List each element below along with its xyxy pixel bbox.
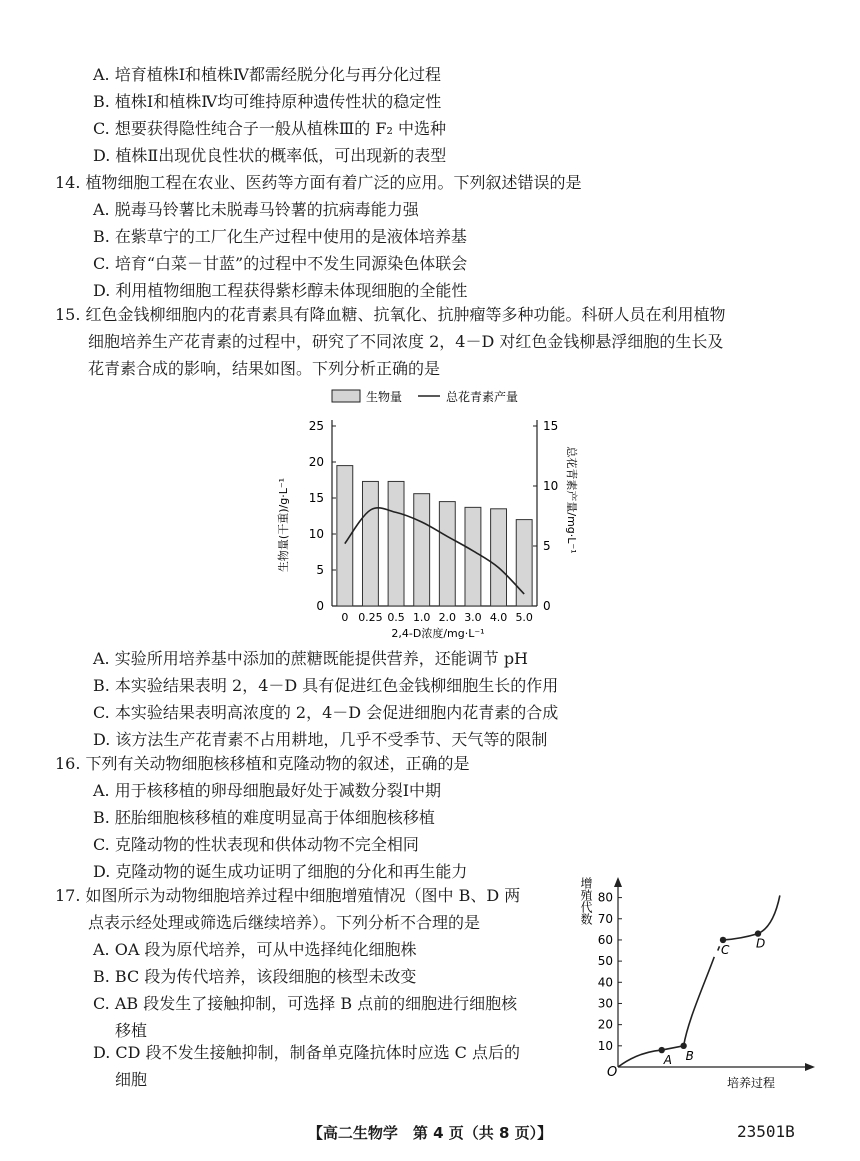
- q17-tick-label: 10: [597, 1038, 613, 1053]
- biomass-bar: [439, 502, 455, 606]
- right-tick-label: 10: [543, 479, 559, 493]
- q17-option-c-cont: 移植: [115, 1021, 148, 1040]
- q17-tick-label: 60: [597, 932, 613, 947]
- right-tick-label: 5: [543, 539, 551, 553]
- x-tick-label: 0.25: [358, 611, 383, 624]
- biomass-bar: [388, 481, 404, 606]
- x-tick-label: 1.0: [412, 611, 431, 624]
- q17-option-d-cont: 细胞: [115, 1070, 148, 1089]
- legend-bar-swatch: [332, 390, 360, 402]
- q15-stem-3: 花青素合成的影响，结果如图。下列分析正确的是: [88, 359, 441, 378]
- q13-option-d: D. 植株Ⅱ出现优良性状的概率低，可出现新的表型: [93, 146, 447, 165]
- q17-tick-label: 20: [597, 1017, 613, 1032]
- right-tick-label: 0: [543, 599, 551, 613]
- left-tick-label: 5: [316, 563, 324, 577]
- chart-xlabel: 2,4-D浓度/mg·L⁻¹: [391, 627, 485, 640]
- q17-tick-label: 70: [597, 911, 613, 926]
- exam-code: 23501B: [737, 1122, 795, 1141]
- biomass-bar: [491, 509, 507, 606]
- x-tick-label: 4.0: [489, 611, 508, 624]
- q14-option-b: B. 在紫草宁的工厂化生产过程中使用的是液体培养基: [93, 227, 467, 246]
- chart-ylabel-left: 生物量(干重)/g·L⁻¹: [277, 477, 290, 573]
- q14-option-c: C. 培育“白菜－甘蓝”的过程中不发生同源染色体联会: [93, 254, 468, 273]
- q16-stem: 16. 下列有关动物细胞核移植和克隆动物的叙述，正确的是: [55, 754, 470, 773]
- q17-tick-label: 80: [597, 890, 613, 905]
- y-arrow-icon: [614, 877, 622, 887]
- chart-ylabel-right: 总花青素产量/mg·L⁻¹: [565, 446, 578, 554]
- q17-tick-label: 50: [597, 954, 613, 969]
- q15-stem-2: 细胞培养生产花青素的过程中，研究了不同浓度 2，4－D 对红色金钱柳悬浮细胞的生长及: [88, 332, 724, 351]
- point-label-c: C: [721, 942, 730, 957]
- q15-option-c: C. 本实验结果表明高浓度的 2，4－D 会促进细胞内花青素的合成: [93, 703, 559, 722]
- left-tick-label: 0: [316, 599, 324, 613]
- q16-option-b: B. 胚胎细胞核移植的难度明显高于体细胞核移植: [93, 808, 435, 827]
- q16-option-c: C. 克隆动物的性状表现和供体动物不完全相同: [93, 835, 419, 854]
- q17-tick-label: 30: [597, 996, 613, 1011]
- proliferation-curve: [618, 895, 780, 1067]
- q14-stem: 14. 植物细胞工程在农业、医药等方面有着广泛的应用。下列叙述错误的是: [55, 173, 582, 192]
- left-tick-label: 20: [308, 455, 324, 469]
- biomass-bar: [414, 494, 430, 606]
- q13-option-c: C. 想要获得隐性纯合子一般从植株Ⅲ的 F₂ 中选种: [93, 119, 446, 138]
- q14-option-d: D. 利用植物细胞工程获得紫杉醇未体现细胞的全能性: [93, 281, 468, 300]
- legend-line-label: 总花青素产量: [446, 390, 519, 404]
- biomass-bar: [465, 507, 481, 606]
- q15-option-b: B. 本实验结果表明 2，4－D 具有促进红色金钱柳细胞生长的作用: [93, 676, 559, 695]
- point-label-a: A: [663, 1053, 672, 1068]
- point-label-d: D: [756, 936, 766, 951]
- page-footer: 【高二生物学 第 4 页（共 8 页）】: [307, 1124, 553, 1142]
- q17-ylabel: 增殖代数: [579, 877, 593, 925]
- x-tick-label: 0.5: [387, 611, 405, 624]
- q13-option-a: A. 培育植株Ⅰ和植株Ⅳ都需经脱分化与再分化过程: [93, 65, 442, 84]
- q17-option-a: A. OA 段为原代培养，可从中选择纯化细胞株: [93, 940, 417, 959]
- q14-option-a: A. 脱毒马铃薯比未脱毒马铃薯的抗病毒能力强: [93, 200, 419, 219]
- q16-option-d: D. 克隆动物的诞生成功证明了细胞的分化和再生能力: [93, 862, 468, 881]
- q15-option-a: A. 实验所用培养基中添加的蔗糖既能提供营养，还能调节 pH: [93, 649, 529, 668]
- legend-bar-label: 生物量: [366, 390, 403, 404]
- point-label-b: B: [685, 1048, 694, 1063]
- q17-origin-label: O: [607, 1065, 618, 1080]
- left-tick-label: 15: [308, 491, 324, 505]
- left-tick-label: 25: [308, 419, 324, 433]
- x-arrow-icon: [805, 1063, 815, 1071]
- q17-option-b: B. BC 段为传代培养，该段细胞的核型未改变: [93, 967, 417, 986]
- q17-tick-label: 40: [597, 975, 613, 990]
- q15-stem-1: 15. 红色金钱柳细胞内的花青素具有降血糖、抗氧化、抗肿瘤等多种功能。科研人员在利用植物: [55, 305, 726, 324]
- x-tick-label: 3.0: [464, 611, 482, 624]
- q13-option-b: B. 植株Ⅰ和植株Ⅳ均可维持原种遗传性状的稳定性: [93, 92, 442, 111]
- biomass-bar: [362, 481, 378, 606]
- x-tick-label: 0: [341, 611, 349, 624]
- q17-chart: [575, 865, 815, 1095]
- q17-option-c: C. AB 段发生了接触抑制，可选择 B 点前的细胞进行细胞核: [93, 994, 518, 1013]
- q17-stem-1: 17. 如图所示为动物细胞培养过程中细胞增殖情况（图中 B、D 两: [55, 886, 521, 905]
- q15-option-d: D. 该方法生产花青素不占用耕地，几乎不受季节、天气等的限制: [93, 730, 548, 749]
- right-tick-label: 15: [543, 419, 559, 433]
- q15-chart: [260, 385, 590, 640]
- q17-stem-2: 点表示经处理或筛选后继续培养）。下列分析不合理的是: [88, 913, 481, 932]
- left-tick-label: 10: [308, 527, 324, 541]
- q17-option-d: D. CD 段不发生接触抑制，制备单克隆抗体时应选 C 点后的: [93, 1043, 521, 1062]
- q16-option-a: A. 用于核移植的卵母细胞最好处于减数分裂Ⅰ中期: [93, 781, 442, 800]
- q17-xlabel: 培养过程: [727, 1076, 776, 1090]
- x-tick-label: 2.0: [438, 611, 457, 624]
- x-tick-label: 5.0: [515, 611, 533, 624]
